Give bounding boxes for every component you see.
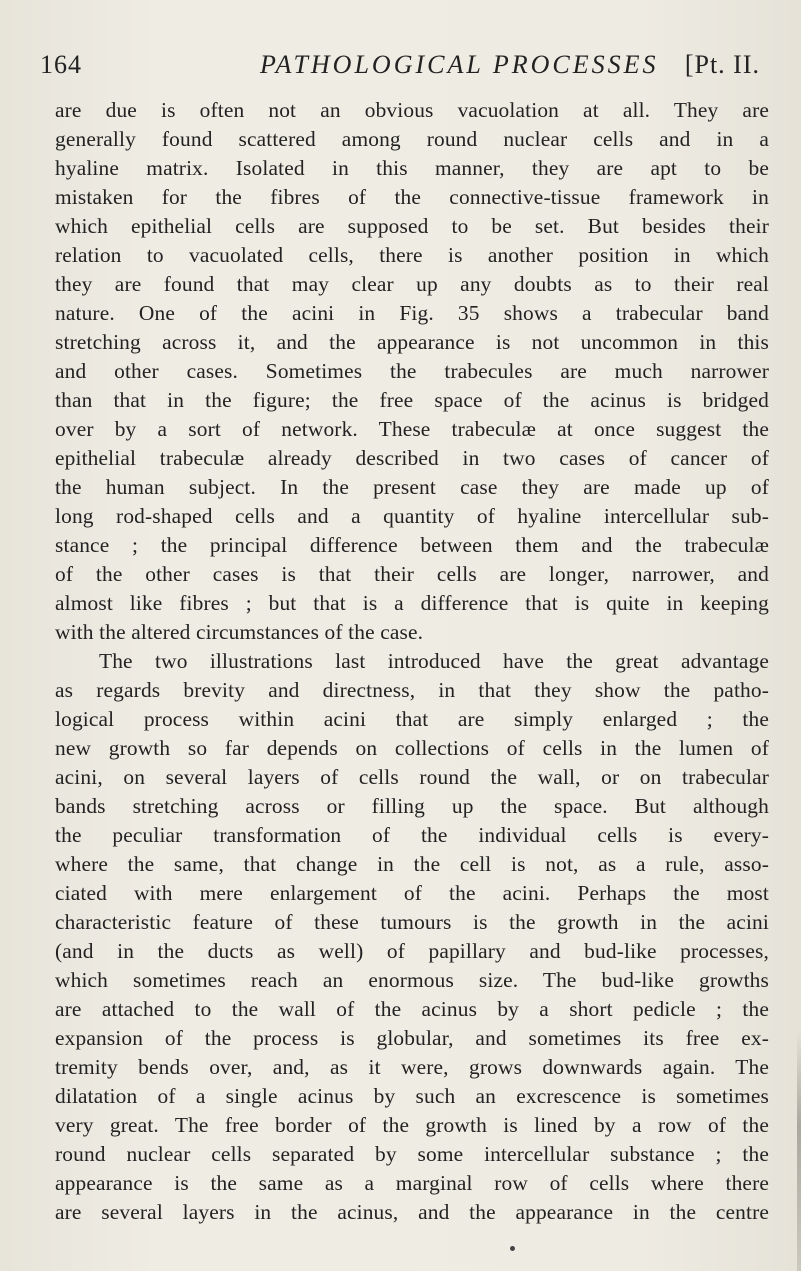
text-line: very great. The free border of the growth is lined by a row of the xyxy=(55,1113,769,1137)
text-line: which sometimes reach an enormous size. The bud-like growths xyxy=(55,968,769,992)
text-line: they are found that may clear up any doubts as to their real xyxy=(55,272,769,296)
text-line: the human subject. In the present case they are made up of xyxy=(55,475,769,499)
text-line: and other cases. Sometimes the trabecules are much narrower xyxy=(55,359,769,383)
text-line: long rod-shaped cells and a quantity of hyaline intercellular sub- xyxy=(55,504,769,528)
text-line: of the other cases is that their cells are longer, narrower, and xyxy=(55,562,769,586)
running-title: PATHOLOGICAL PROCESSES xyxy=(260,50,659,79)
text-line: appearance is the same as a marginal row of cells where there xyxy=(55,1171,769,1195)
text-line: hyaline matrix. Isolated in this manner, they are apt to be xyxy=(55,156,769,180)
text-line: are several layers in the acinus, and the appearance in the centre xyxy=(55,1200,769,1224)
text-line: which epithelial cells are supposed to be set. But besides their xyxy=(55,214,769,238)
text-line: are due is often not an obvious vacuolation at all. They are xyxy=(55,98,769,122)
text-line: nature. One of the acini in Fig. 35 shows a trabecular band xyxy=(55,301,769,325)
ink-speck xyxy=(510,1246,515,1251)
text-line: (and in the ducts as well) of papillary and bud-like processes, xyxy=(55,939,769,963)
text-line: stretching across it, and the appearance is not uncommon in this xyxy=(55,330,769,354)
text-line: where the same, that change in the cell is not, as a rule, asso- xyxy=(55,852,769,876)
text-line: ciated with mere enlargement of the acini. Perhaps the most xyxy=(55,881,769,905)
text-line: expansion of the process is globular, and sometimes its free ex- xyxy=(55,1026,769,1050)
part-label: [Pt. II. xyxy=(684,50,760,79)
text-line: The two illustrations last introduced have the great advantage xyxy=(99,649,769,673)
page-number: 164 xyxy=(40,50,82,79)
text-line: logical process within acini that are simply enlarged ; the xyxy=(55,707,769,731)
running-header xyxy=(40,50,770,90)
text-line: generally found scattered among round nuclear cells and in a xyxy=(55,127,769,151)
paragraph-1 xyxy=(55,96,769,647)
page-edge-shadow xyxy=(797,1030,801,1271)
text-line: than that in the figure; the free space of the acinus is bridged xyxy=(55,388,769,412)
text-line: stance ; the principal difference between them and the trabeculæ xyxy=(55,533,769,557)
text-line: acini, on several layers of cells round the wall, or on trabecular xyxy=(55,765,769,789)
body-text xyxy=(55,96,769,1227)
text-line: as regards brevity and directness, in that they show the patho- xyxy=(55,678,769,702)
text-line: epithelial trabeculæ already described in two cases of cancer of xyxy=(55,446,769,470)
text-line: over by a sort of network. These trabeculæ at once suggest the xyxy=(55,417,769,441)
text-line: with the altered circumstances of the case. xyxy=(55,620,424,644)
paragraph-2 xyxy=(55,647,769,1227)
text-line: round nuclear cells separated by some intercellular substance ; the xyxy=(55,1142,769,1166)
text-line: characteristic feature of these tumours is the growth in the acini xyxy=(55,910,769,934)
text-line: bands stretching across or filling up the space. But although xyxy=(55,794,769,818)
text-line: tremity bends over, and, as it were, grows downwards again. The xyxy=(55,1055,769,1079)
text-line: dilatation of a single acinus by such an excrescence is sometimes xyxy=(55,1084,769,1108)
text-line: mistaken for the fibres of the connective-tissue framework in xyxy=(55,185,769,209)
text-line: the peculiar transformation of the individual cells is every- xyxy=(55,823,769,847)
text-line: are attached to the wall of the acinus by a short pedicle ; the xyxy=(55,997,769,1021)
text-line: new growth so far depends on collections of cells in the lumen of xyxy=(55,736,769,760)
text-line: relation to vacuolated cells, there is another position in which xyxy=(55,243,769,267)
text-line: almost like fibres ; but that is a difference that is quite in keeping xyxy=(55,591,769,615)
